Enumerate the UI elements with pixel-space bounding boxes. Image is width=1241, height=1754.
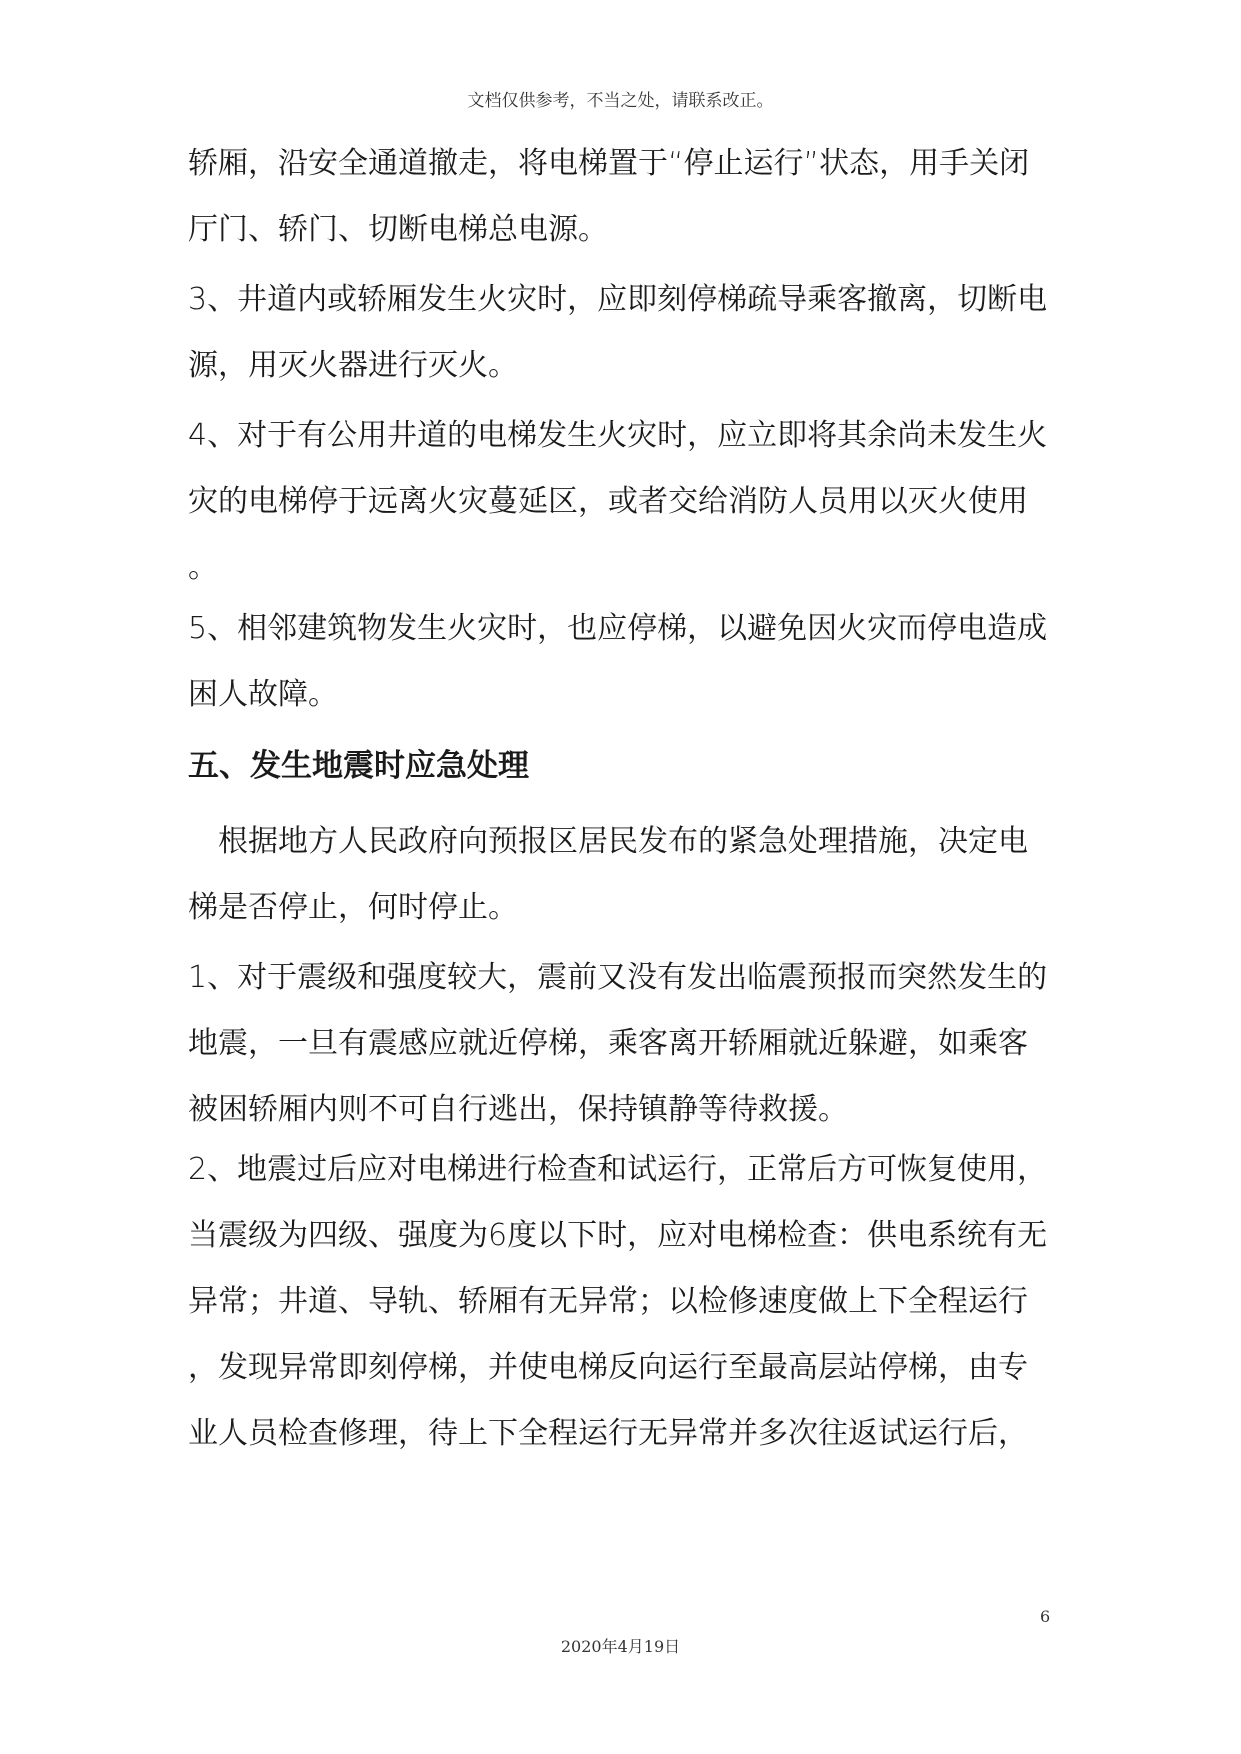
- paragraph-line: 源，用灭火器进行灭火。: [188, 348, 518, 383]
- paragraph-1: [188, 131, 1058, 263]
- paragraph-line: 轿厢，沿安全通道撤走，将电梯置于“停止运行”状态，用手关闭: [188, 146, 1030, 181]
- paragraph-line: 地震，一旦有震感应就近停梯，乘客离开轿厢就近躲避，如乘客: [188, 1026, 1028, 1061]
- paragraph-line: 3、井道内或轿厢发生火灾时，应即刻停梯疏导乘客撤离，切断电: [188, 282, 1048, 317]
- section-paragraph-1: [188, 945, 1058, 1143]
- page-header-note: 文档仅供参考，不当之处，请联系改正。: [467, 91, 774, 111]
- paragraph-line: 困人故障。: [188, 677, 338, 712]
- paragraph-line: 1、对于震级和强度较大，震前又没有发出临震预报而突然发生的: [188, 960, 1048, 995]
- paragraph-3: [188, 403, 1058, 601]
- paragraph-line: 灾的电梯停于远离火灾蔓延区，或者交给消防人员用以灭火使用: [188, 484, 1028, 519]
- paragraph-line: 业人员检查修理，待上下全程运行无异常并多次往返试运行后，: [188, 1416, 1028, 1451]
- paragraph-line: 厅门、轿门、切断电梯总电源。: [188, 212, 608, 247]
- section-paragraph-intro: [188, 809, 1058, 941]
- section-heading: 五、发生地震时应急处理: [188, 748, 529, 784]
- paragraph-line: 2、地震过后应对电梯进行检查和试运行，正常后方可恢复使用，: [188, 1152, 1048, 1187]
- page-footer-date: 2020年4月19日: [560, 1637, 681, 1656]
- section-paragraph-2: [188, 1137, 1058, 1467]
- page-number: 6: [1040, 1607, 1051, 1626]
- paragraph-line: 异常；井道、导轨、轿厢有无异常；以检修速度做上下全程运行: [188, 1284, 1028, 1319]
- paragraph-line: ，发现异常即刻停梯，并使电梯反向运行至最高层站停梯，由专: [188, 1350, 1028, 1385]
- paragraph-line: 4、对于有公用井道的电梯发生火灾时，应立即将其余尚未发生火: [188, 418, 1048, 453]
- paragraph-line: 梯是否停止，何时停止。: [188, 890, 518, 925]
- paragraph-line: 当震级为四级、强度为6度以下时，应对电梯检查：供电系统有无: [188, 1218, 1048, 1253]
- paragraph-line: 根据地方人民政府向预报区居民发布的紧急处理措施，决定电: [188, 824, 1028, 859]
- paragraph-line: 被困轿厢内则不可自行逃出，保持镇静等待救援。: [188, 1092, 848, 1127]
- paragraph-2: [188, 267, 1058, 399]
- paragraph-line: 5、相邻建筑物发生火灾时，也应停梯，以避免因火灾而停电造成: [188, 611, 1048, 646]
- paragraph-4: [188, 596, 1058, 728]
- paragraph-line: 。: [188, 550, 218, 585]
